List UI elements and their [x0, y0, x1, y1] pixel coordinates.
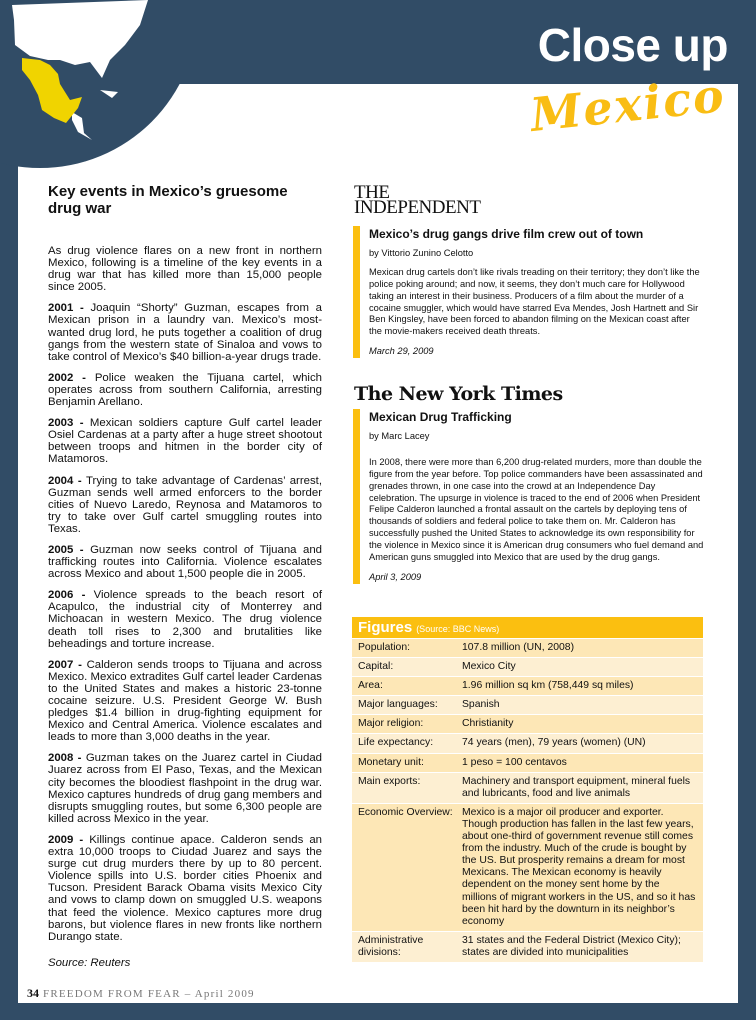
event-year: 2001 - [48, 302, 84, 315]
figure-label: Major religion: [358, 718, 424, 730]
independent-logo: THE INDEPENDENT [354, 182, 481, 218]
article-title: Mexico’s drug gangs drive film crew out of town [369, 227, 644, 241]
event-text: Killings continue apace. Calderon sends an extra 10,000 troops to Ciudad Juarez and says the surge cut drug murders there by up to 80 percent. Violence spills into U.S. border cities Phoenix and Tucson. President Barack Obama visits Mexico City and vows to clamp down on smuggled U.S. weapons that feed the violence. Mexico captures more drug barons, but violence flares in new fronts like northern Durango state. [48, 833, 322, 943]
article-byline: by Vittorio Zunino Celotto [369, 247, 474, 258]
figure-label: Major languages: [358, 699, 438, 711]
event-text: Trying to take advantage of Cardenas’ arrest, Guzman sends well armed enforcers to the border cities of Nuevo Laredo, Reynosa and Matamoros to try to take over Gulf cartel smuggling routes into Texas. [48, 474, 322, 535]
page-number: 34 [27, 986, 39, 1000]
footer-text: FREEDOM FROM FEAR – April 2009 [43, 988, 255, 1000]
article-title: Mexican Drug Trafficking [369, 410, 512, 424]
event-text: Violence spreads to the beach resort of Acapulco, the industrial city of Monterrey and Michoacan in western Mexico. The drug violence death toll rises to 2,300 and brutalities like beheadings and torture increase. [48, 589, 322, 650]
figure-label: Population: [358, 642, 410, 653]
timeline-event [48, 544, 322, 580]
figure-label: Capital: [358, 661, 394, 673]
event-text: Police weaken the Tijuana cartel, which operates across from southern California, arresting Benjamin Arellano. [48, 371, 322, 409]
article-nyt [353, 409, 705, 584]
article-independent [353, 226, 705, 358]
figures-row [352, 638, 703, 657]
timeline-event [48, 589, 322, 649]
figures-row [352, 772, 703, 803]
timeline-event [48, 475, 322, 535]
figures-row [352, 714, 703, 733]
figures-table [352, 617, 703, 962]
event-year: 2007 - [48, 658, 82, 671]
page-subtitle: Mexico [527, 67, 729, 143]
figure-value: 1.96 million sq km (758,449 sq miles) [462, 680, 634, 692]
nyt-logo: The New York Times [354, 383, 563, 405]
event-year: 2002 - [48, 371, 86, 384]
figures-row [352, 676, 703, 695]
figure-value: 31 states and the Federal District (Mexico City); states are divided into municipalities [462, 934, 681, 958]
timeline-event [48, 417, 322, 465]
globe-map-illustration [0, 0, 180, 170]
figure-value: Spanish [462, 699, 500, 711]
footer [27, 986, 255, 1001]
timeline-event [48, 659, 322, 744]
figure-value: Mexico City [462, 661, 516, 673]
event-text: Calderon sends troops to Tijuana and across Mexico. Mexico extradites Gulf cartel leader Cardenas to the United States and makes a historic 23-tonne cocaine seizure. U.S. President George W. Bush pledges $1.4 billion in drug-fighting equipment for Mexico and Central America. Violence escalates and leads to more than 3,000 deaths in the year. [48, 658, 322, 744]
figures-row [352, 695, 703, 714]
event-year: 2005 - [48, 543, 84, 556]
article-date: March 29, 2009 [369, 346, 434, 357]
figure-value: 107.8 million (UN, 2008) [462, 642, 575, 653]
event-year: 2008 - [48, 752, 82, 765]
figure-value: Machinery and transport equipment, mineral fuels and lubricants, food and live animals [462, 775, 691, 799]
event-text: Guzman takes on the Juarez cartel in Ciudad Juarez across from El Paso, Texas, and the Mexican city becomes the bloodiest flashpoint in the drug war. Mexico captures hundreds of drug gang members and disrupts smuggling routes, but some 6,300 people are killed across Mexico in the year. [48, 752, 322, 825]
figure-value: 74 years (men), 79 years (women) (UN) [462, 737, 646, 749]
figure-value: 1 peso = 100 centavos [462, 756, 567, 768]
figure-label: Life expectancy: [358, 737, 434, 749]
timeline-event [48, 302, 322, 362]
figures-row [352, 753, 703, 772]
figure-label: Main exports: [358, 775, 421, 787]
page-title: Close up [537, 19, 728, 71]
figure-value: Mexico is a major oil producer and exporter. Though production has fallen in the last few years, about one-third of government revenue still comes from the industry. Much of the crude is bought by the US. But prosperity remains a dream for most Mexicans. The Mexican economy is heavily dependent on the money sent home by the millions of migrant workers in the US, and so it has been hit hard by the downturn in its neighbor’s economy [462, 806, 696, 927]
timeline-heading: Key events in Mexico’s gruesome drug war [48, 183, 288, 217]
figure-value: Christianity [462, 718, 514, 730]
figure-label: Economic Overview: [358, 806, 453, 818]
figure-label: Monetary unit: [358, 756, 424, 768]
timeline-event [48, 752, 322, 825]
figure-label: Administrative divisions: [358, 934, 424, 958]
event-text: Guzman now seeks control of Tijuana and trafficking routes into California. Violence escalates across Mexico and about 1,500 people die in 2005. [48, 543, 322, 581]
event-year: 2004 - [48, 474, 82, 487]
timeline-column [48, 183, 322, 952]
figures-row [352, 803, 703, 931]
event-year: 2009 - [48, 833, 84, 846]
event-year: 2003 - [48, 417, 84, 430]
figures-row [352, 657, 703, 676]
figures-header: Figures (Source: BBC News) [352, 617, 703, 638]
figures-row [352, 931, 703, 962]
article-body: Mexican drug cartels don’t like rivals treading on their territory; they don’t like the police poking around; and now, it seems, they don’t much care for Hollywood taking an interest in their business. Producers of a film about the murder of a cocaine smuggler, which would have starred Eva Mendes, Josh Hartnett and Sir Ben Kingsley, have been forced to abandon filming on the Mexican coast after the movie-makers received death threats. [369, 266, 700, 337]
figures-row [352, 733, 703, 752]
article-byline: by Marc Lacey [369, 430, 430, 441]
event-year: 2006 - [48, 589, 86, 602]
event-text: Joaquin “Shorty” Guzman, escapes from a Mexican prison in a laundry van. Mexico’s most-wanted drug lord, he puts together a coalition of drug gangs from the western state of Sinaloa and vows to take control of Mexico’s $40 billion-a-year drugs trade. [48, 302, 322, 363]
timeline-event [48, 372, 322, 408]
timeline-intro: As drug violence flares on a new front in northern Mexico, following is a timeline of the key events in a drug war that has killed more than 15,000 people since 2005. [48, 245, 322, 294]
timeline-source: Source: Reuters [48, 957, 131, 969]
figure-label: Area: [358, 680, 383, 692]
article-date: April 3, 2009 [369, 571, 422, 582]
timeline-event [48, 834, 322, 943]
event-text: Mexican soldiers capture Gulf cartel leader Osiel Cardenas at a party after a huge street shootout between troops and hitmen in the border city of Matamoros. [48, 417, 322, 466]
article-body: In 2008, there were more than 6,200 drug-related murders, more than double the figure from the year before. Top police commanders have been assassinated and grenades thrown, in one case into the crowd at an Independence Day celebration. The upsurge in violence is traced to the end of 2006 when President Felipe Calderon launched a frontal assault on the cartels by deploying tens of thousands of soldiers and federal police to take them on. Mr. Calderon has successfully pushed the United States to acknowledge its own responsibility for the violence in Mexico since it is American drug consumers who fuel demand and American guns smuggled into Mexico that are used by the drug gangs. [369, 456, 704, 563]
